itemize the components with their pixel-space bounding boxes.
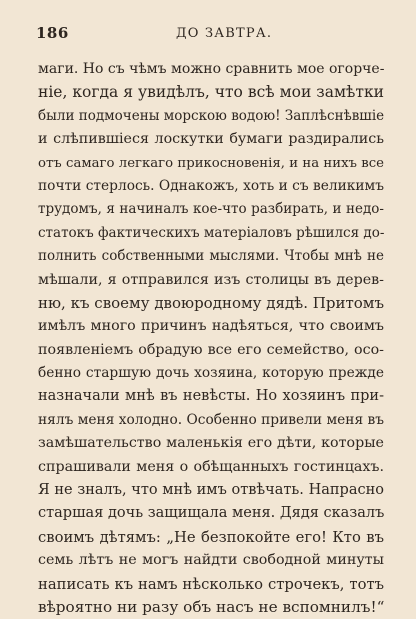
text-line: нялъ меня холодно. Особенно привели меня въ — [38, 411, 384, 428]
text-line: имѣлъ много причинъ надѣяться, что своимъ — [38, 318, 384, 335]
text-line: бенно старшую дочь хозяина, которую прежде — [38, 365, 384, 382]
text-line: статокъ фактическихъ матеріаловъ рѣшился до- — [38, 224, 384, 241]
text-line: семь лѣтъ не могъ найдти свободной минуты — [38, 552, 384, 569]
text-line: написать къ намъ нѣсколько строчекъ, тотъ — [38, 575, 384, 593]
text-line: и слѣпившіеся лоскутки бумаги раздирались — [38, 131, 384, 148]
text-line: Я не зналъ, что мнѣ имъ отвѣчать. Напрасно — [38, 482, 384, 499]
text-line: ню, къ своему двоюродному дядѣ. Притомъ — [38, 293, 384, 312]
text-line: трудомъ, я начиналъ кое-что разбирать, и недо- — [38, 201, 384, 218]
text-line: маги. Но съ чѣмъ можно сравнить мое огорче- — [38, 61, 384, 77]
text-line: появленіемъ обрадую все его семейство, осо- — [38, 341, 384, 358]
page-number: 186 — [36, 24, 69, 42]
text-line: почти стерлось. Однакожъ, хоть и съ великимъ — [38, 177, 384, 194]
text-line: своимъ дѣтямъ: „Не безпокойте его! Кто въ — [38, 528, 384, 546]
body-text — [38, 58, 384, 619]
text-line: замѣшательство маленькія его дѣти, которые — [38, 435, 384, 452]
running-title: ДО ЗАВТРА. — [176, 26, 273, 41]
text-line: были подмочены морскою водою! Заплѣснѣвшіе — [38, 107, 384, 124]
text-line: полнить собственными мыслями. Чтобы мнѣ не — [38, 248, 384, 265]
text-line: ніе, когда я увидѣлъ, что всѣ мои замѣтки — [38, 83, 384, 102]
text-line: отъ самаго легкаго прикосновенія, и на нихъ все — [38, 155, 384, 171]
text-line: спрашивали меня о обѣщанныхъ гостинцахъ. — [38, 458, 384, 475]
text-line: назначали мнѣ въ невѣсты. Но хозяинъ при- — [38, 388, 384, 405]
text-line: старшая дочь защищала меня. Дядя сказалъ — [38, 505, 384, 522]
text-line: мѣшали, я отправился изъ столицы въ дерев- — [38, 271, 384, 288]
text-line: вѣроятно ни разу объ насъ не вспомнилъ!“ — [38, 597, 384, 616]
